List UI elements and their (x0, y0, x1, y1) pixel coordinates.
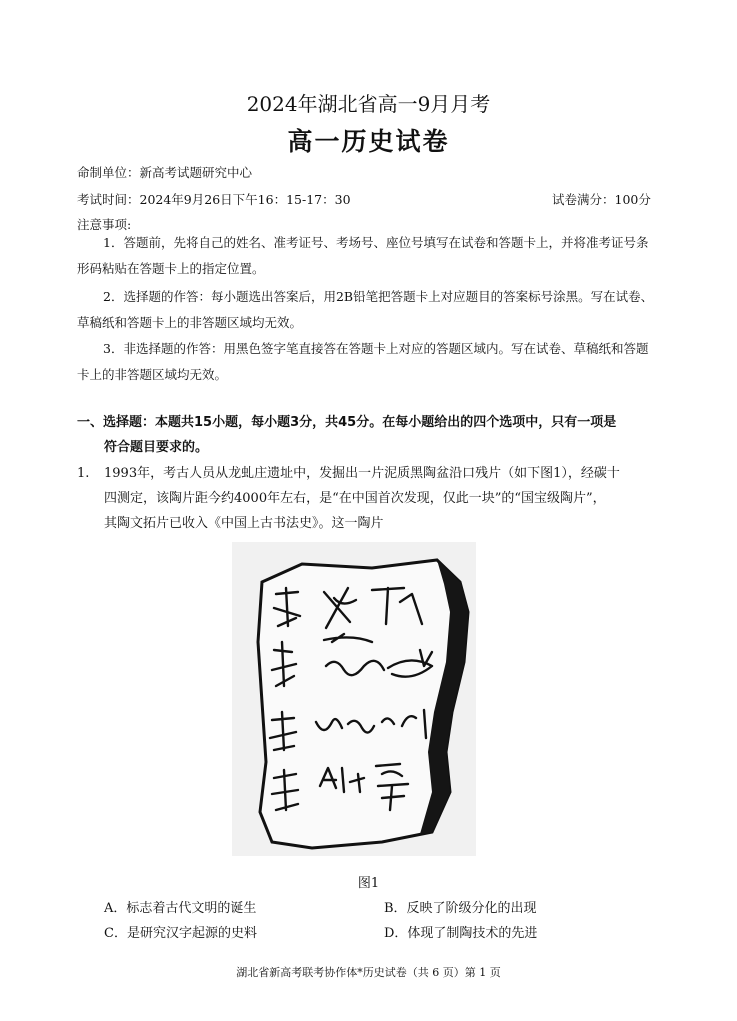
question-line-3: 其陶文拓片已收入《中国上古书法史》。这一陶片 (104, 516, 384, 531)
notice-item-1-line-2: 形码粘贴在答题卡上的指定位置。 (77, 261, 265, 276)
section-heading-line-1: 一、选择题：本题共15小题，每小题3分，共45分。在每小题给出的四个选项中，只有一项是 (77, 415, 617, 430)
question-line-1: 1993年，考古人员从龙虬庄遗址中，发掘出一片泥质黑陶盆沿口残片（如下图1），经碳十 (104, 466, 620, 481)
figure-caption: 图1 (357, 876, 380, 891)
notice-item-2-line-1: 2．选择题的作答：每小题选出答案后，用2B铅笔把答题卡上对应题目的答案标号涂黑。写在试卷、 (103, 289, 654, 304)
exam-title: 2024年湖北省高一9月月考 (246, 92, 491, 116)
page-footer: 湖北省新高考联考协作体*历史试卷（共 6 页）第 1 页 (236, 966, 501, 979)
subject-title: 高一历史试卷 (287, 127, 450, 156)
option-d: D．体现了制陶技术的先进 (384, 926, 538, 941)
section-heading-line-2: 符合题目要求的。 (104, 440, 209, 455)
notice-item-3-line-2: 卡上的非答题区域均无效。 (77, 367, 228, 382)
notice-item-2-line-2: 草稿纸和答题卡上的非答题区域均无效。 (77, 315, 303, 330)
notice-item-3-line-1: 3．非选择题的作答：用黑色签字笔直接答在答题卡上对应的答题区域内。写在试卷、草稿纸和答题 (103, 341, 649, 356)
notice-item-1-line-1: 1．答题前，先将自己的姓名、准考证号、考场号、座位号填写在试卷和答题卡上，并将准考证号条 (103, 235, 649, 250)
question-number: 1. (77, 466, 90, 481)
option-c: C．是研究汉字起源的史料 (104, 926, 257, 941)
pottery-shard-figure (232, 542, 476, 856)
notice-heading: 注意事项: (77, 217, 132, 232)
pottery-shard-illustration (232, 542, 476, 856)
exam-time: 考试时间：2024年9月26日下午16：15-17：30 (77, 192, 351, 207)
option-b: B．反映了阶级分化的出现 (384, 901, 537, 916)
organizer-line: 命制单位：新高考试题研究中心 (77, 165, 253, 180)
question-line-2: 四测定，该陶片距今约4000年左右，是“在中国首次发现，仅此一块”的“国宝级陶片”， (104, 491, 606, 506)
full-score: 试卷满分：100分 (552, 192, 651, 207)
option-a: A．标志着古代文明的诞生 (104, 901, 257, 916)
